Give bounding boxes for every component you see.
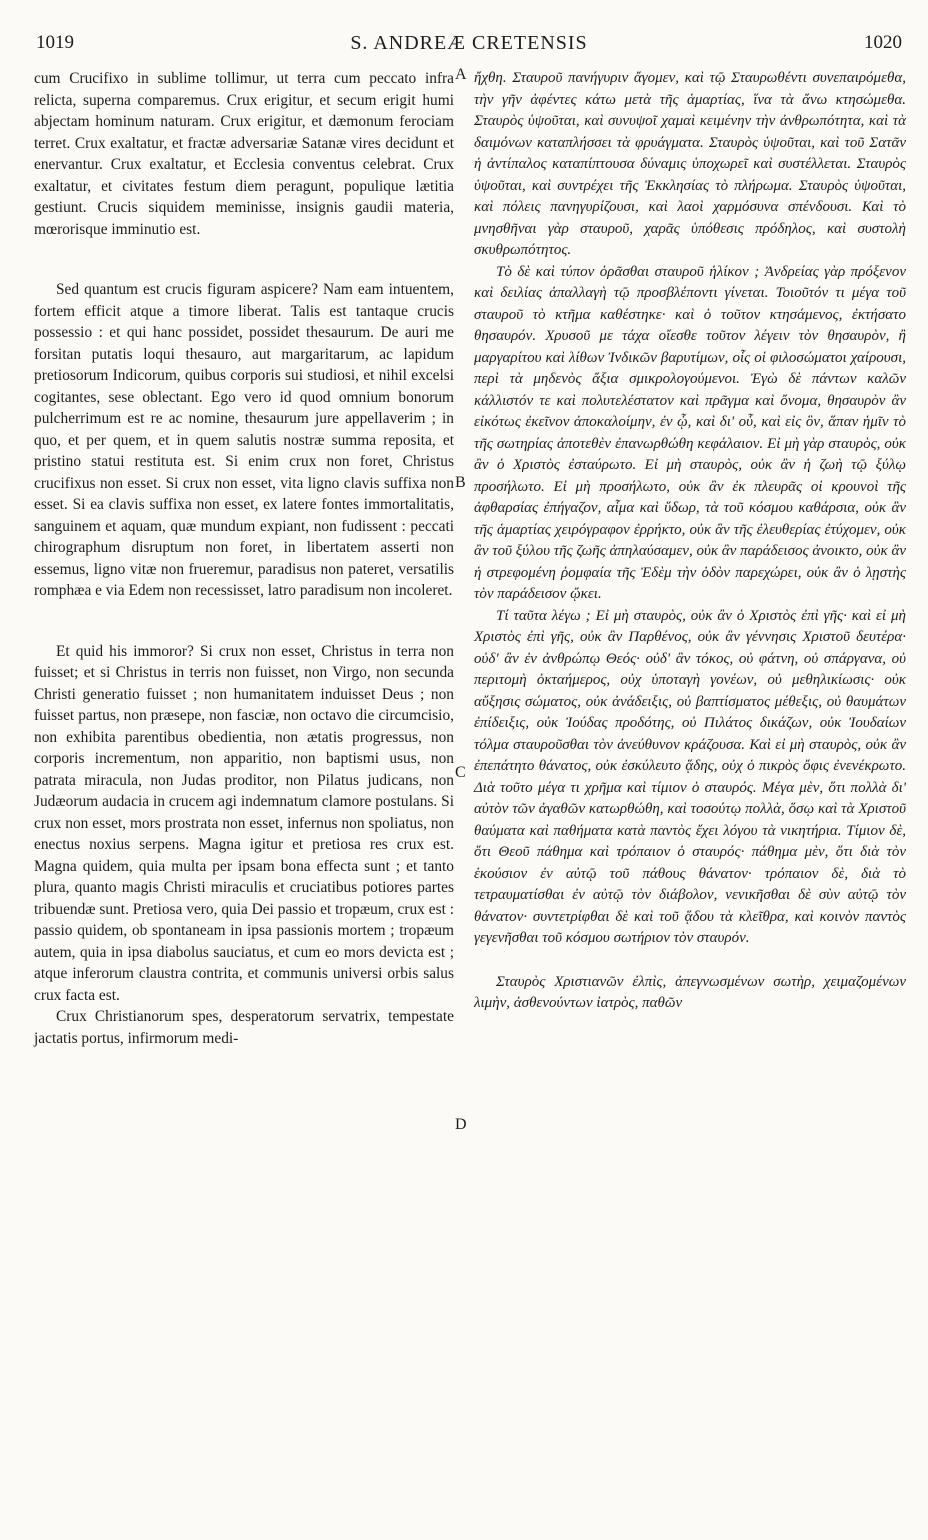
- greek-paragraph: Τί ταῦτα λέγω ; Εἰ μὴ σταυρὸς, οὐκ ἂν ὁ Χριστὸς ἐπὶ γῆς· καὶ εἰ μὴ Χριστὸς ἐπὶ γῆς, οὐκ ἂν Παρθένος, οὐκ ἂν γέννησις Χριστοῦ δευτέρα· οὐδ' ἂν ἐν ἀνθρώπῳ Θεός· οὐδ' ἂν τόκος, οὐ φάτνη, οὐ σπάργανα, οὐ περιτομὴ ὀκταήμερος, οὐχ ὑποταγὴ γονέων, οὐ μεθηλικίωσις· οὐκ αὔξησις σώματος, οὐκ ἀνάδειξις, οὐ βαπτίσματος μέθεξις, οὐ θαυμάτων ἐπίδειξις, οὐκ Ἰούδας προδότης, οὐ Πιλάτος δικάζων, οὐκ Ἰουδαίων τόλμα σταυροῦσθαι τὸν ἀνεύθυνον κράζουσα. Καὶ εἰ μὴ σταυρὸς, οὐκ ἂν ἐπεπάτητο θάνατος, οὐκ ἐσκύλευτο ᾅδης, οὐχ ὁ πικρὸς ὄφις ἐνενέκρωτο. Διὰ τοῦτο μέγα τι χρῆμα καὶ τίμιον ὁ σταυρός. Μέγα μὲν, ὅτι πολλὰ δι' αὐτὸν τῶν ἀγαθῶν κατωρθώθη, καὶ τοσούτῳ πολλὰ, ὅσῳ καὶ τὰ Χριστοῦ θαύματα καὶ παθήματα κατὰ παντὸς ἔχει λόγου τὰ νικητήρια. Τίμιον δὲ, ὅτι Θεοῦ πάθημα καὶ τρόπαιον ὁ σταυρός· πάθημα μὲν, ὅτι διὰ τὸν ἑκούσιον ἐν αὐτῷ τοῦ πάθους θάνατον· τρόπαιον δὲ, διὰ τὸ τετραυματίσθαι ἐν αὐτῷ τὸν διάβολον, νενικῆσθαι δὲ σὺν αὐτῷ τὸν θάνατον· συντετρίφθαι δὲ καὶ τοῦ ᾅδου τὰ κλεῖθρα, καὶ κοινὸν παντὸς γεγενῆσθαι τοῦ κόσμου σωτήριον τὸν σταυρόν.: [474, 607, 906, 946]
- margin-letter-b: B: [455, 474, 466, 491]
- margin-letter-d: D: [455, 1116, 467, 1133]
- running-title: S. ANDREÆ CRETENSIS: [350, 32, 588, 54]
- greek-column: [474, 68, 906, 1015]
- latin-column: [34, 68, 454, 1049]
- greek-paragraph: ἤχθη. Σταυροῦ πανήγυριν ἄγομεν, καὶ τῷ Σταυρωθέντι συνεπαιρόμεθα, τὴν γῆν ἀφέντες κάτω μετὰ τῆς ἁμαρτίας, ἵνα τὰ ἄνω κτησώμεθα. Σταυρὸς ὑψοῦται, καὶ συνυψοῖ χαμαὶ κειμένην τὴν ἀνθρωπότητα, καὶ τὰ δαιμόνων καταπλήσσει τὰ φρυάγματα. Σταυρὸς ὑψοῦται, καὶ τοῦ Σατᾶν ἡ ἀντίπαλος καταπίπτουσα δύναμις ὑποχωρεῖ καὶ συστέλλεται. Σταυρὸς ὑψοῦται, καὶ συντρέχει τῆς Ἐκκλησίας τὸ πλήρωμα. Σταυρὸς ὑψοῦται, καὶ πόλεις πανηγυρίζουσι, καὶ λαοὶ χαρμόσυνα σπένδουσι. Καὶ τὸ μνησθῆναι γὰρ σταυροῦ, χαρᾶς ὑπόθεσις πρόδηλος, καὶ συστολὴ σκυθρωπότητος.: [474, 70, 906, 258]
- latin-paragraph: Et quid his immoror? Si crux non esset, Christus in terra non fuisset; et si Christus in terris non fuisset, non Virgo, non secunda Christi generatio fuisset ; non humanitatem induisset Deus ; non fuisset partus, non præsepe, non fasciæ, non octavo die circumcisio, non exhibita parentibus obedientia, non ætatis progressus, non corporis incrementum, non apparitio, non baptismi usus, non patrata miracula, non Judas proditor, non Pilatus judicans, non Judæorum audacia in crucem agi indemnatum clamore postulans. Si crux non esset, mors prostrata non esset, infernus non spoliatus, non enectus noxius serpens. Magna igitur et pretiosa res crux est. Magna quidem, quia multa per ipsam bona effecta sunt ; et tanto plura, quanto magis Christi miraculis et cruciatibus potiores partes tribuendæ sunt. Pretiosa vero, quia Dei passio et tropæum, crux est : passio quidem, ob spontaneam in ipsa passionis mortem ; tropæum autem, quia in ipsa diabolus sauciatus, et cum eo mors devicta est ; atque inferorum claustra contrita, et communis universi orbis salus crux facta est.: [34, 642, 454, 1004]
- latin-paragraph: Sed quantum est crucis figuram aspicere? Nam eam intuentem, fortem efficit atque a timore liberat. Talis est tantaque crucis possessio : et qui hanc possidet, possidet thesaurum. De auri me forsitan putatis loqui thesauro, aut margaritarum, ac lapidum pretiosorum Indicorum, quibus corporis sui studiosi, et nihil excelsi cogitantes, sese oblectant. Ego vero id quod omnium bonorum pulcherrimum est re ac nomine, thesaurum jure appellaverim ; in quo, et per quem, et in quem salutis nostræ summa reposita, et pristino statui restituta est. Si enim crux non foret, Christus crucifixus non esset. Si crux non esset, vita ligno clavis suffixa non esset. Si ea clavis suffixa non esset, ex latere fontes immortalitatis, sanguinem et aquam, quæ mundum expiant, non fudissent : peccati chirographum disruptum non foret, in libertatem asserti non essemus, ligno vitæ non frueremur, paradisus non pateret, versatilis romphæa e via Edem non recessisset, latro paradisum non incoleret.: [34, 281, 454, 599]
- right-page-number: 1020: [864, 32, 902, 53]
- greek-paragraph: Σταυρὸς Χριστιανῶν ἐλπὶς, ἀπεγνωσμένων σωτὴρ, χειμαζομένων λιμὴν, ἀσθενούντων ἰατρὸς, παθῶν: [474, 973, 906, 1011]
- latin-paragraph: cum Crucifixo in sublime tollimur, ut terra cum peccato infra relicta, superna comparemus. Crux erigitur, et secum erigit humi abjectam hominum naturam. Crux erigitur, et dæmonum ferociam terret. Crux exaltatur, et fractæ adversariæ Satanæ vires decidunt et enervantur. Crux exaltatur, et Ecclesia conventus celebrat. Crux exaltatur, et civitates festum diem peragunt, populique lætitia gestiunt. Crucis siquidem meminisse, insignis gaudii materia, mœrorisque imminutio est.: [34, 70, 454, 238]
- page-header: [36, 32, 902, 62]
- margin-letter-c: C: [455, 764, 466, 781]
- margin-letter-a: A: [455, 66, 467, 83]
- greek-paragraph: Τὸ δὲ καὶ τύπον ὁρᾶσθαι σταυροῦ ἡλίκον ; Ἀνδρείας γὰρ πρόξενον καὶ δειλίας ἀπαλλαγὴ τῷ προσβλέποντι γίνεται. Τοιοῦτόν τι μέγα τοῦ σταυροῦ τὸ κτῆμα καθέστηκε· καὶ ὁ τοῦτον κτησάμενος, ἐκτήσατο θησαυρόν. Χρυσοῦ με τάχα οἴεσθε τοῦτον λέγειν τὸν θησαυρὸν, ἢ μαργαρίτου καὶ λίθων Ἰνδικῶν βαρυτίμων, οἷς οἱ φιλοσώματοι χαίρουσι, περὶ τὰ μηδενὸς ἄξια σμικρολογούμενοι. Ἐγὼ δὲ πάντων καλῶν κάλλιστόν τε καὶ πολυτελέστατον καὶ πρᾶγμα καὶ ὄνομα, θησαυρὸν ἂν εἰκότως ἐκεῖνον ἀποκαλοίμην, ἐν ᾧ, καὶ δι' οὗ, καὶ εἰς ὃν, ἅπαν ἡμῖν τὸ τῆς σωτηρίας ἀποτεθὲν ἐπανωρθώθη κεφάλαιον. Εἰ μὴ γὰρ σταυρὸς, οὐκ ἂν ὁ Χριστὸς ἐσταύρωτο. Εἰ μὴ σταυρὸς, οὐκ ἂν ἡ ζωὴ τῷ ξύλῳ προσήλωτο. Εἰ μὴ προσήλωτο, οὐκ ἂν ἐκ πλευρᾶς οἱ κρουνοὶ τῆς ἀφθαρσίας ἐπήγαζον, αἷμα καὶ ὕδωρ, τὰ τοῦ κόσμου καθάρσια, οὐκ ἂν τῆς ἁμαρτίας χειρόγραφον ἐρρήκτο, οὐκ ἂν τῆς ἐλευθερίας ἐτύχομεν, οὐκ ἂν τοῦ ξύλου τῆς ζωῆς ἀπηλαύσαμεν, οὐκ ἂν παράδεισος ἀνοικτο, οὐκ ἂν ἡ στρεφομένη ῥομφαία τῆς Ἐδὲμ τὴν ὁδὸν παρεχώρει, οὐκ ἂν ὁ λῃστὴς τὸν παράδεισον ᾤκει.: [474, 263, 906, 602]
- left-page-number: 1019: [36, 32, 74, 53]
- latin-paragraph: Crux Christianorum spes, desperatorum servatrix, tempestate jactatis portus, infirmorum medi-: [34, 1008, 454, 1047]
